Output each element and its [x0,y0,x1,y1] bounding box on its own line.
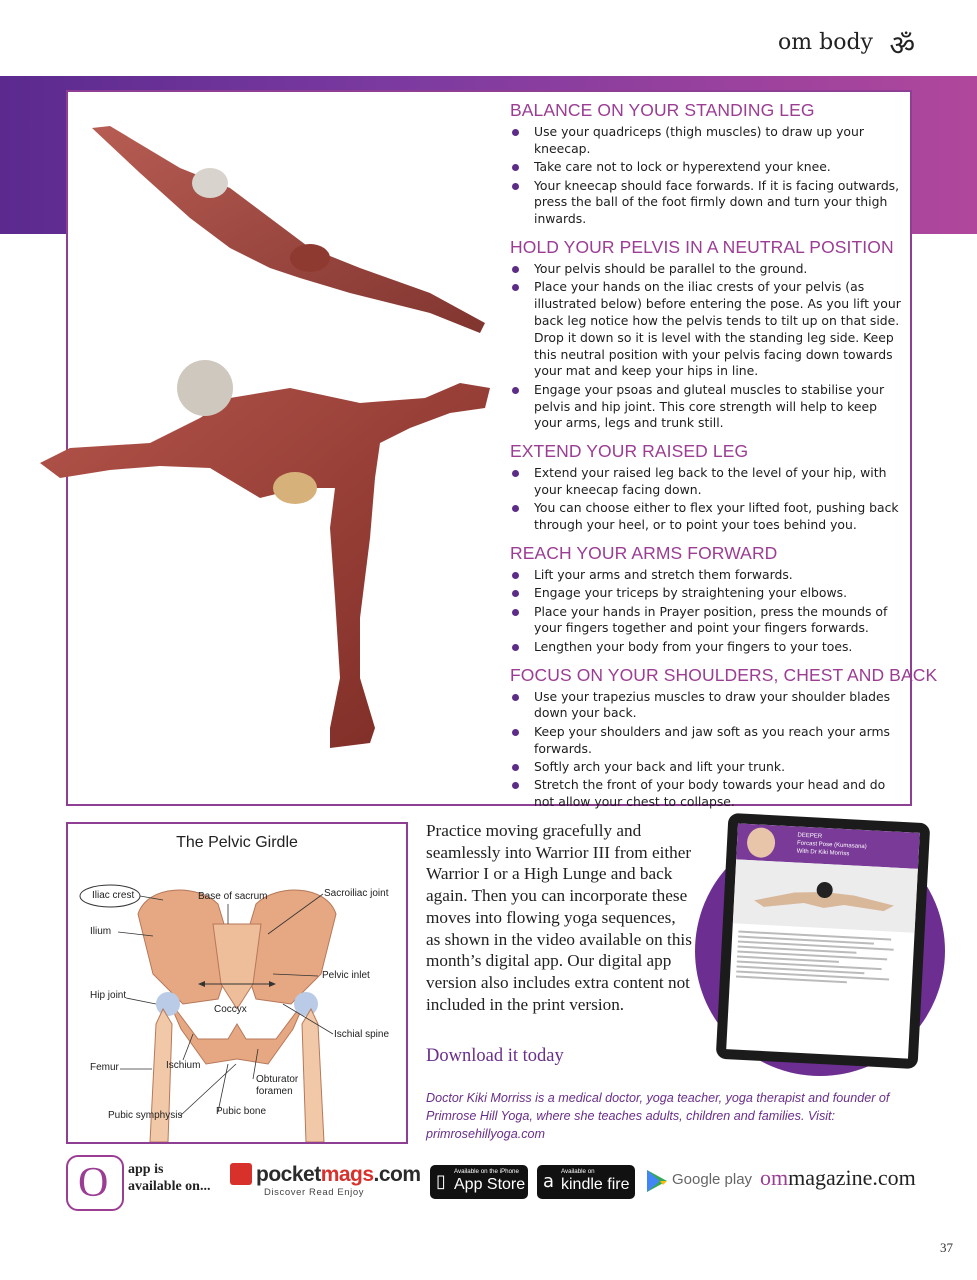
bullet-item: Extend your raised leg back to the level of your hip, with your kneecap facing down. [510,465,905,499]
label-ischium: Ischium [166,1060,201,1071]
label-ilium: Ilium [90,926,112,937]
pm-part-c: .com [373,1163,421,1186]
label-pubic-bone: Pubic bone [216,1106,267,1117]
om-app-icon[interactable] [66,1155,124,1211]
section-balance [510,100,905,228]
page-number: 37 [940,1240,953,1255]
tablet-mockup [716,813,931,1069]
section-title: BALANCE ON YOUR STANDING LEG [510,100,815,120]
pelvic-girdle-diagram [66,822,408,1144]
app-availability-text [128,1161,210,1195]
bullet-item: Stretch the front of your body towards your head and do not allow your chest to collapse. [510,777,905,811]
label-ischial-spine: Ischial spine [334,1029,390,1040]
bullet-item: Softly arch your back and lift your trunk. [510,759,905,776]
label-coccyx: Coccyx [214,1004,247,1015]
diagram-title: The Pelvic Girdle [176,834,298,851]
site-rest: magazine.com [788,1165,916,1190]
google-play-text: Google play [672,1171,753,1188]
section-title: EXTEND YOUR RAISED LEG [510,441,749,462]
pocketmags-logo[interactable] [230,1163,421,1198]
bullet-item: Take care not to lock or hyperextend your knee. [510,159,905,176]
pocketmags-wordmark [230,1163,421,1187]
author-bio: Doctor Kiki Morriss is a medical doctor, yoga teacher, yoga therapist and founder of Primrose Hill Yoga, where she teaches adults, children and families. Visit: primrosehillyoga.com [426,1091,890,1141]
label-femur: Femur [90,1062,119,1073]
tablet-text-lines [730,923,915,993]
pocketmags-icon [230,1163,252,1185]
google-play-badge[interactable] [646,1169,753,1197]
bullet-item: You can choose either to flex your lifted foot, pushing back through your heel, or to point your toes behind you. [510,500,905,534]
website-link[interactable] [760,1165,916,1191]
app-text-line2: available on... [128,1179,211,1194]
kindle-big-text: kindle fire [561,1176,630,1193]
section-title: HOLD YOUR PELVIS IN A NEUTRAL POSITION [510,236,894,257]
bullet-item: Your kneecap should face forwards. If it is facing outwards, press the ball of the foot firmly down and turn your thigh inwards. [510,178,905,228]
kindle-fire-badge[interactable] [537,1165,635,1199]
anatomy-figure-illustration [30,118,500,798]
bullet-item: Use your quadriceps (thigh muscles) to draw up your kneecap. [510,124,905,158]
appstore-small-text: Available on the iPhone [454,1168,519,1175]
pocketmags-tagline: Discover Read Enjoy [264,1187,365,1198]
download-link[interactable]: Download it today [426,1046,564,1066]
site-om: om [760,1165,789,1190]
label-iliac-crest: Iliac crest [92,890,135,901]
label-hip-joint: Hip joint [90,990,127,1001]
app-text-line1: app is [128,1162,164,1177]
label-sacroiliac-joint: Sacroiliac joint [324,888,389,899]
bullet-item: Lift your arms and stretch them forwards. [510,567,905,584]
app-store-badge[interactable] [430,1165,528,1199]
tablet-screen [726,823,920,1058]
body-paragraph: Practice moving gracefully and seamlessly into Warrior III from either Warrior I or a High Lunge and back again. Then you can incorporate these moves into flowing yoga sequences, as shown in the video available on this month’s digital app. Our digital app version also includes extra content not included in the print version. [426,821,692,1014]
section-title: FOCUS ON YOUR SHOULDERS, CHEST AND BACK [510,664,938,685]
tablet-title-main: Forcast Pose (Kumasana) [796,840,867,851]
bullet-item: Use your trapezius muscles to draw your shoulder blades down your back. [510,689,905,723]
om-icon: ॐ [889,29,915,62]
tablet-title [796,832,907,862]
bullet-item: Lengthen your body from your fingers to your toes. [510,639,905,656]
label-pelvic-inlet: Pelvic inlet [322,970,370,981]
label-pubic-symphysis: Pubic symphysis [108,1110,183,1121]
instruction-sections [510,100,938,820]
appstore-big-text: App Store [454,1176,526,1193]
bullet-item: Place your hands in Prayer position, press the mounds of your fingers together and point your fingers forwards. [510,604,905,638]
label-base-of-sacrum: Base of sacrum [198,891,268,902]
section-shoulders [510,664,938,811]
section-pelvis [510,237,905,432]
pm-part-a: pocket [256,1163,321,1186]
bullet-item: Keep your shoulders and jaw soft as you reach your arms forwards. [510,724,905,758]
section-raised-leg [510,441,905,534]
tablet-photo [733,859,918,932]
bullet-item: Engage your psoas and gluteal muscles to stabilise your pelvis and hip joint. This core strength will help to keep your arms, legs and trunk still. [510,382,905,432]
pelvis-illustration [68,824,406,1142]
section-title: REACH YOUR ARMS FORWARD [510,542,778,563]
tablet-title-small: DEEPER [797,832,823,840]
apple-icon: ▯ [436,1171,446,1192]
bullet-item: Place your hands on the iliac crests of your pelvis (as illustrated below) before entering the pose. As you lift your back leg notice how the pelvis tends to tilt up on that side. Drop it down so it is level with the standing leg side. Keep this neutral position with your pelvis facing down towards your mat and keep your hips in line. [510,279,905,380]
author-avatar [746,827,776,858]
app-availability-bar [66,1153,916,1211]
section-label: om body [778,30,873,55]
yoga-pose-photo [733,859,918,932]
tablet-title-byline: With Dr Kiki Morriss [796,848,850,858]
bullet-item: Your pelvis should be parallel to the ground. [510,261,905,278]
bullet-item: Engage your triceps by straightening your elbows. [510,585,905,602]
google-play-icon [646,1169,668,1193]
app-icon-letter: O [78,1160,109,1206]
label-obturator-foramen: Obturator foramen [256,1074,299,1097]
amazon-icon: a [543,1171,555,1192]
kindle-small-text: Available on [561,1168,595,1175]
pm-part-b: mags [320,1163,374,1186]
section-arms [510,543,905,656]
